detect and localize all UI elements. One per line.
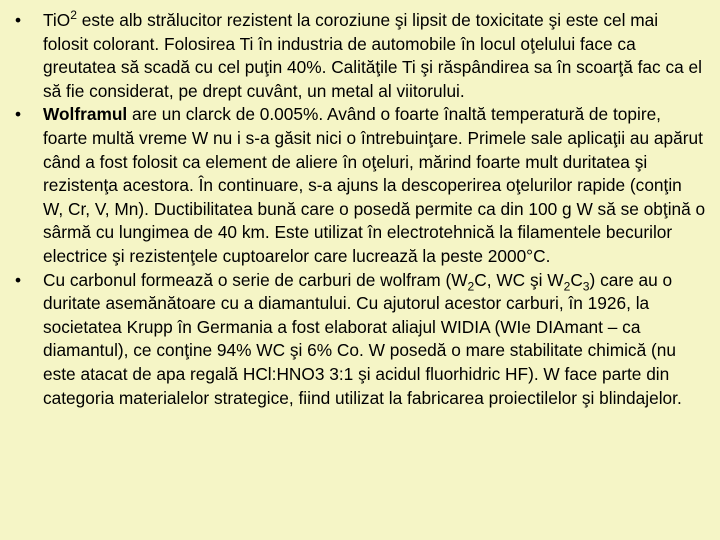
carbides-text-b: C, WC şi W (474, 269, 564, 290)
carbides-sub-w2c3-3: 3 (582, 278, 590, 293)
bullet-item-titanium-dioxide (14, 9, 706, 103)
carbides-text-d: ) care au o duritate asemănătoare cu a diamantului. Cu ajutorul acestor carburi, în 1926, la societatea Krupp în Germania a fost elaborat aliajul WIDIA (WIe DIAmant – ca diamantul), ce conţine 94% WC şi 6% Co. W posedă o mare stabilitate chimică (nu este atacat de apa regală HCl:HNO3 3:1 şi acidul fluorhidric HF). W face parte din categoria materialelor strategice, fiind utilizat la fabricarea proiectilelor şi blindajelor. (43, 269, 682, 408)
bullet-item-wolfram (14, 103, 706, 268)
carbides-text-a: Cu carbonul formează o serie de carburi de wolfram (W (43, 269, 468, 290)
tio2-text: este alb strălucitor rezistent la coroziune şi lipsit de toxicitate şi este cel mai folosit colorant. Folosirea Ti în industria de automobile în locul oţelului face ca greutatea să scadă cu cel puţin 40%. Calităţile Ti şi răspândirea sa în scoarţă fac ca el să fie considerat, pe drept cuvânt, un metal al viitorului. (43, 10, 702, 101)
bullet-icon: • (15, 269, 22, 290)
bullet-icon: • (15, 10, 22, 30)
tio2-superscript-2: 2 (70, 8, 77, 23)
wolfram-text: are un clarck de 0.005%. Având o foarte înaltă temperatură de topire, foarte multă vreme W nu i s-a găsit nici o întrebuinţare. Primele sale aplicaţii au apărut când a fost folosit ca element de aliere în oţeluri, mărind foarte mult duritatea şi rezistenţa acestora. În continuare, s-a ajuns la descoperirea oţelurilor rapide (conţin W, Cr, V, Mn). Ductibilitatea bună care o posedă permite ca din 100 g W să se obţină o sârmă cu lungimea de 40 km. Este utilizat în electrotehnică la filamentele becurilor electrice şi rezistenţele cuptoarelor care lucrează la peste 2000°C. (43, 104, 706, 266)
carbides-text-c: C (570, 269, 583, 290)
carbides-sub-w2c3-2: 2 (563, 278, 571, 293)
tio2-ti: Ti (43, 10, 57, 30)
bullet-list (14, 9, 706, 410)
wolfram-bold-term: Wolframul (43, 104, 128, 125)
tio2-o: O (56, 10, 71, 30)
bullet-icon: • (15, 104, 22, 125)
carbides-sub-w2c: 2 (467, 278, 475, 293)
bullet-item-carbides (14, 269, 706, 411)
